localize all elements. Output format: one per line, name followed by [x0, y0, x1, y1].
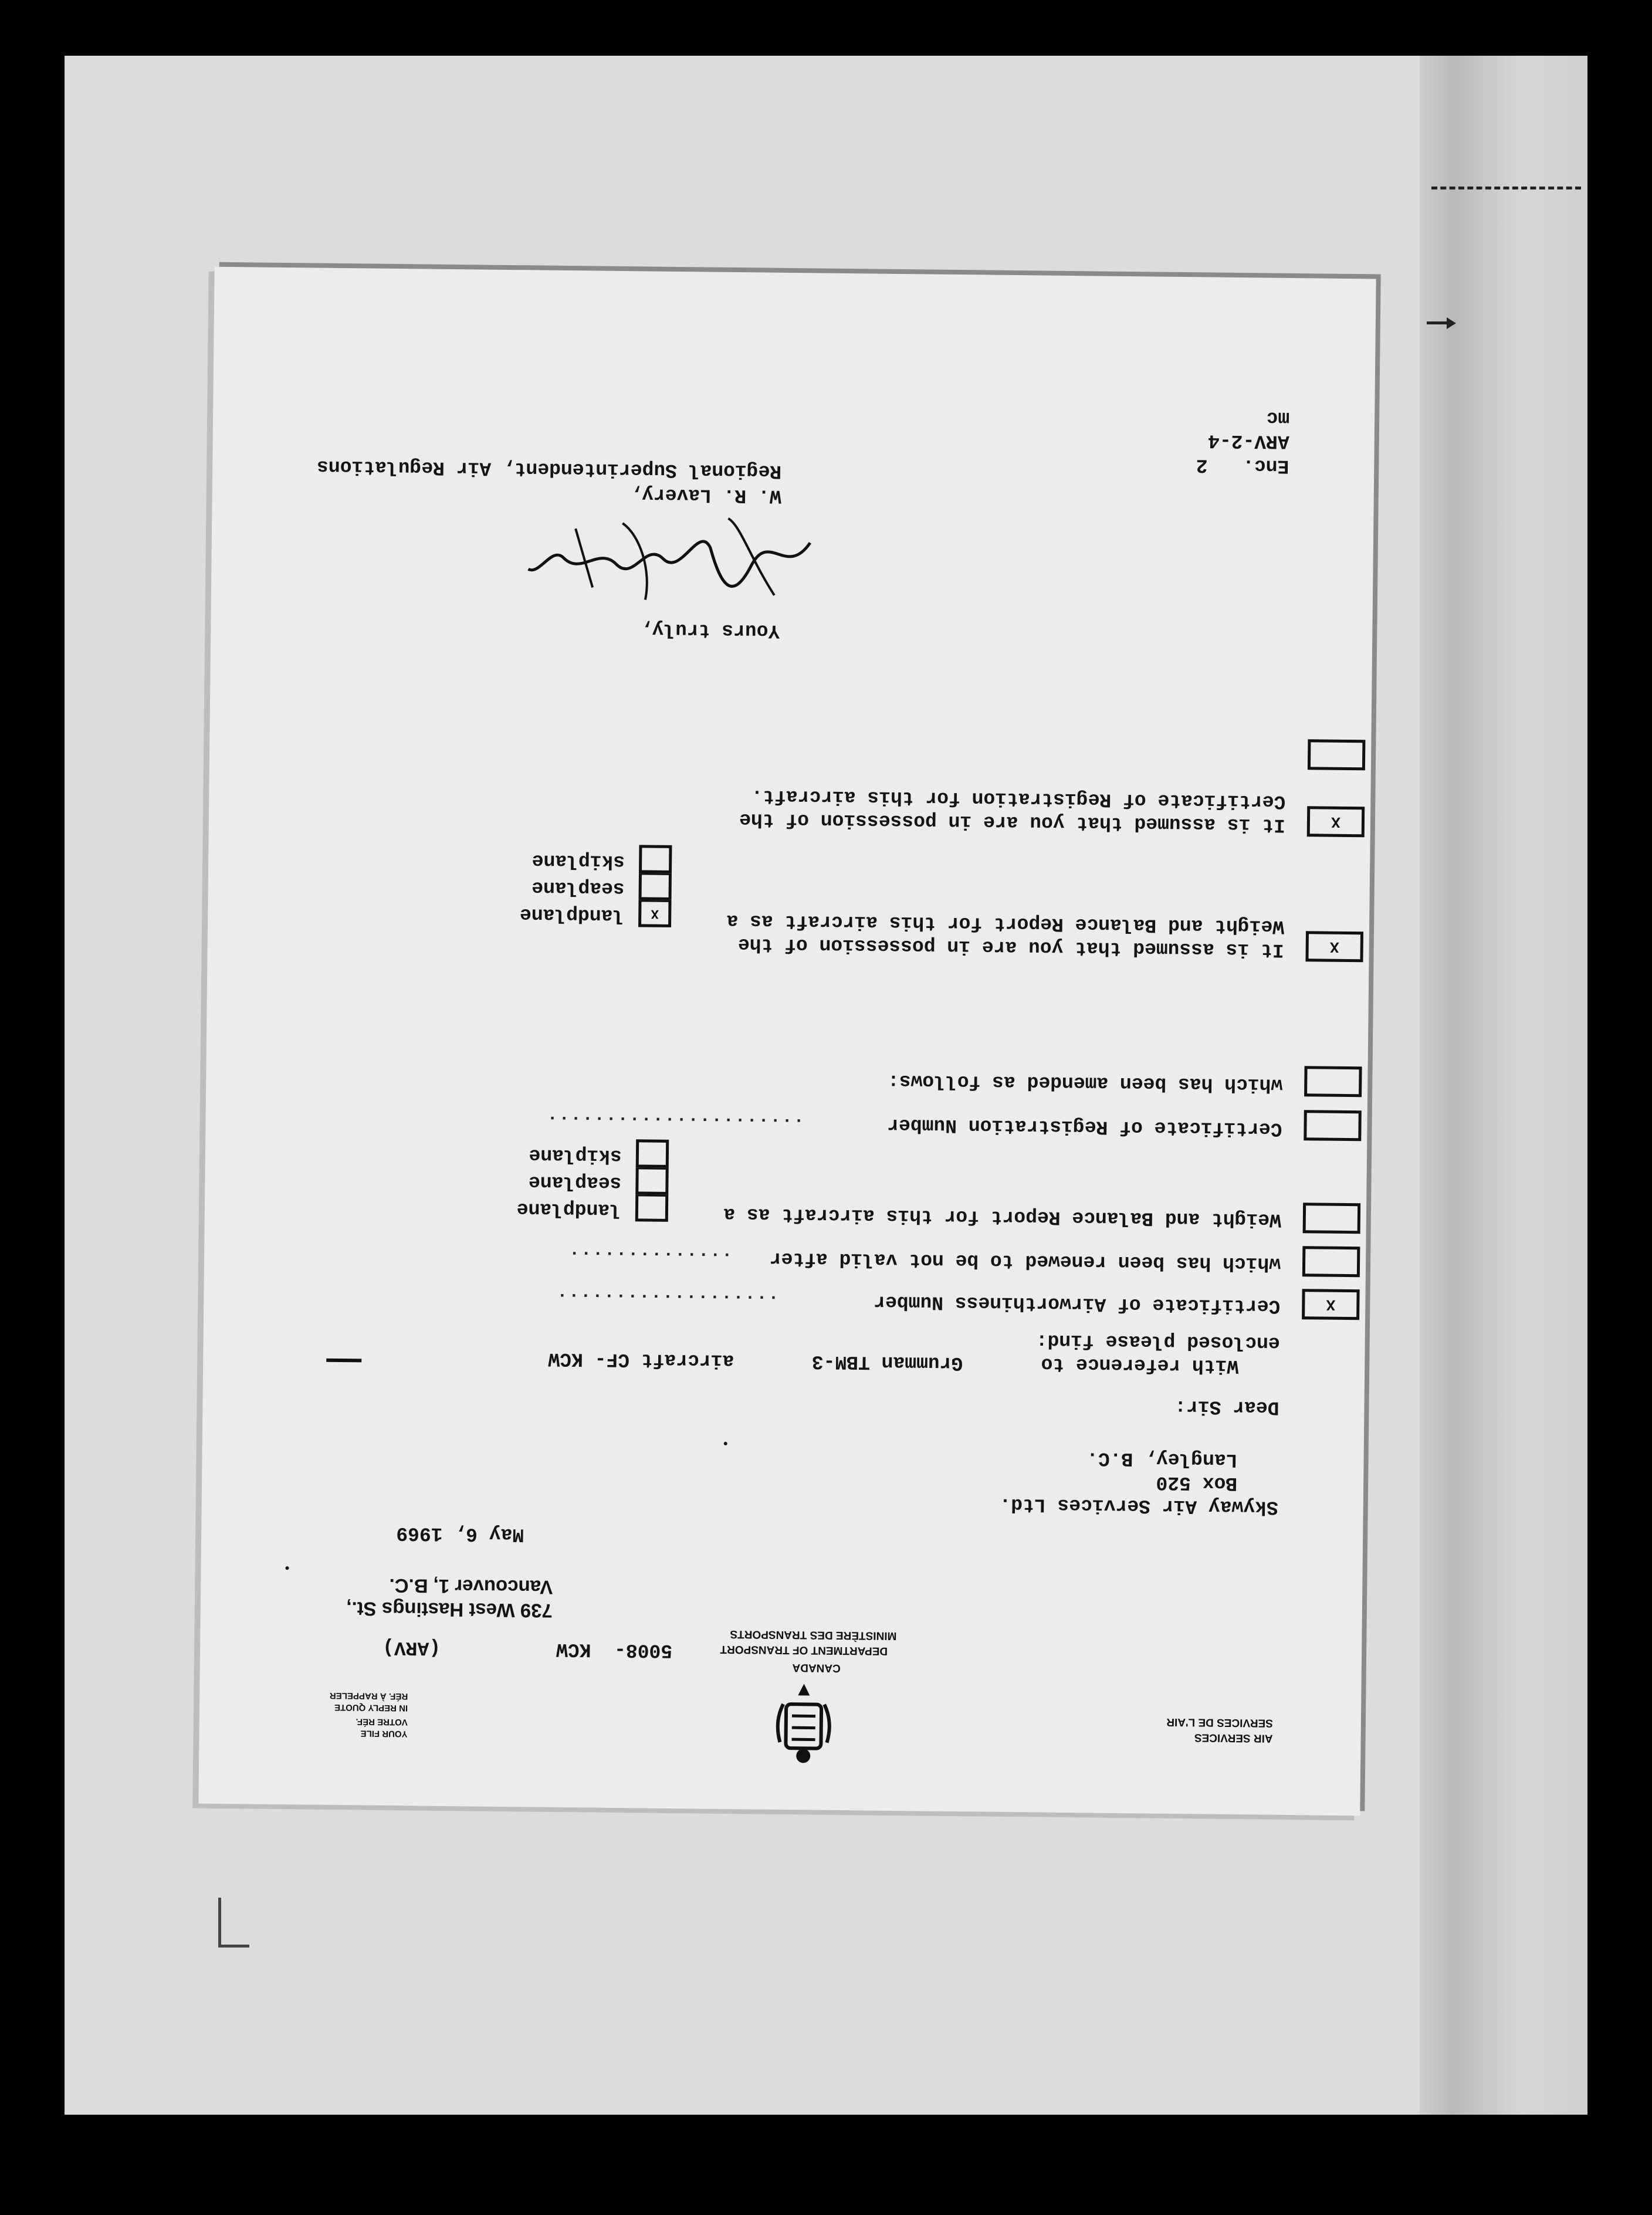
strip-arrow-icon [1427, 321, 1450, 324]
aircraft-registration: aircraft CF- KCW [548, 1347, 734, 1372]
enclosure-count: Enc. 2 [1196, 454, 1289, 477]
file-code: (ARV) [382, 1636, 441, 1659]
skiplane-checkbox-1[interactable] [636, 1139, 669, 1168]
seaplane-checkbox-1[interactable] [635, 1166, 668, 1195]
empty-checkbox[interactable] [1308, 739, 1366, 770]
file-label-3: IN REPLY QUOTE [334, 1702, 408, 1713]
registration-checkbox[interactable] [1304, 1110, 1362, 1141]
skiplane-checkbox-2[interactable] [639, 845, 672, 873]
strip-dashed-line [1431, 187, 1581, 189]
dept-en: DEPARTMENT OF TRANSPORT [720, 1642, 888, 1657]
assumed-weight-line2: Weight and Balance Report for this aircraft as a [726, 909, 1285, 937]
service-en: AIR SERVICES [1194, 1731, 1273, 1745]
reference-prefix: With reference to [1041, 1353, 1239, 1377]
registration-dots: ...................... [546, 1110, 804, 1134]
seaplane-checkbox-2[interactable] [639, 872, 672, 900]
weight-balance-label: Weight and Balance Report for this aircraft as a [723, 1203, 1282, 1231]
country-label: CANADA [792, 1661, 841, 1675]
canada-crest-icon [771, 1681, 837, 1769]
assumed-registration-line2: Certificate of Registration for this aircraft. [751, 785, 1286, 812]
aircraft-type: Grumman TBM-3 [811, 1350, 963, 1374]
airworthiness-label: Certificate of Airworthiness Number [874, 1291, 1281, 1317]
landplane-label-1: landplane [516, 1198, 622, 1221]
assumed-registration-checkbox[interactable]: X [1307, 806, 1365, 837]
letter-sheet [198, 267, 1376, 1816]
stray-dot [724, 1442, 727, 1445]
signature-image [516, 510, 822, 613]
file-label-4: RÉF. À RAPPELER [329, 1690, 408, 1702]
file-reference: 5008- KCW [556, 1638, 673, 1662]
landplane-label-2: landplane [519, 903, 625, 927]
assumed-weight-line1: It is assumed that you are in possession of the [737, 933, 1284, 961]
weight-balance-checkbox[interactable] [1303, 1203, 1361, 1234]
sender-address-1: 739 West Hastings St., [346, 1598, 553, 1622]
letter-date: May 6, 1969 [396, 1522, 524, 1546]
salutation: Dear Sir: [1174, 1395, 1279, 1418]
skiplane-label-1: skiplane [529, 1144, 622, 1167]
file-code-footer: ARV-2-4 [1207, 429, 1289, 452]
signer-title: Regional Superintendent, Air Regulations [316, 455, 782, 482]
amended-checkbox[interactable] [1304, 1066, 1362, 1097]
landplane-checkbox-2[interactable]: X [638, 899, 671, 927]
typist-initials: mc [1266, 407, 1290, 429]
closing-yours: Yours truly, [640, 618, 780, 642]
assumed-weight-checkbox[interactable]: X [1305, 931, 1363, 962]
frame-corner-mark [218, 1898, 249, 1948]
assumed-registration-line1: It is assumed that you are in possession of the [739, 808, 1286, 836]
renewed-dots: .............. [567, 1246, 733, 1268]
recipient-city: Langley, B.C. [1086, 1447, 1238, 1471]
landplane-checkbox-1[interactable] [635, 1193, 668, 1222]
seaplane-label-1: seaplane [528, 1171, 622, 1194]
amended-label: which has been amended as follows: [887, 1069, 1283, 1096]
service-fr: SERVICES DE L'AIR [1166, 1715, 1273, 1729]
file-label-1: YOUR FILE [360, 1728, 408, 1739]
registration-label: Certificate of Registration Number [887, 1113, 1282, 1140]
skiplane-label-2: skiplane [532, 849, 625, 873]
airworthiness-checkbox[interactable]: X [1302, 1289, 1360, 1320]
punch-dot [286, 1566, 289, 1570]
signer-name: W. R. Lavery, [630, 483, 781, 507]
recipient-name: Skyway Air Services Ltd. [999, 1493, 1278, 1518]
sender-address-2: Vancouver 1, B.C. [389, 1574, 553, 1598]
renewed-checkbox[interactable] [1302, 1246, 1360, 1277]
seaplane-label-2: seaplane [532, 876, 625, 900]
dept-fr: MINISTÈRE DES TRANSPORTS [730, 1628, 897, 1642]
file-label-2: VOTRE RÉF. [356, 1716, 408, 1728]
adjacent-frame-strip [1420, 56, 1587, 2115]
enclosed-line: enclosed please find: [1035, 1329, 1280, 1354]
renewed-label: which has been renewed to be not valid after [769, 1247, 1281, 1275]
airworthiness-dots: ................... [556, 1288, 779, 1310]
fold-mark [326, 1359, 361, 1363]
recipient-box: Box 520 [1156, 1471, 1238, 1495]
